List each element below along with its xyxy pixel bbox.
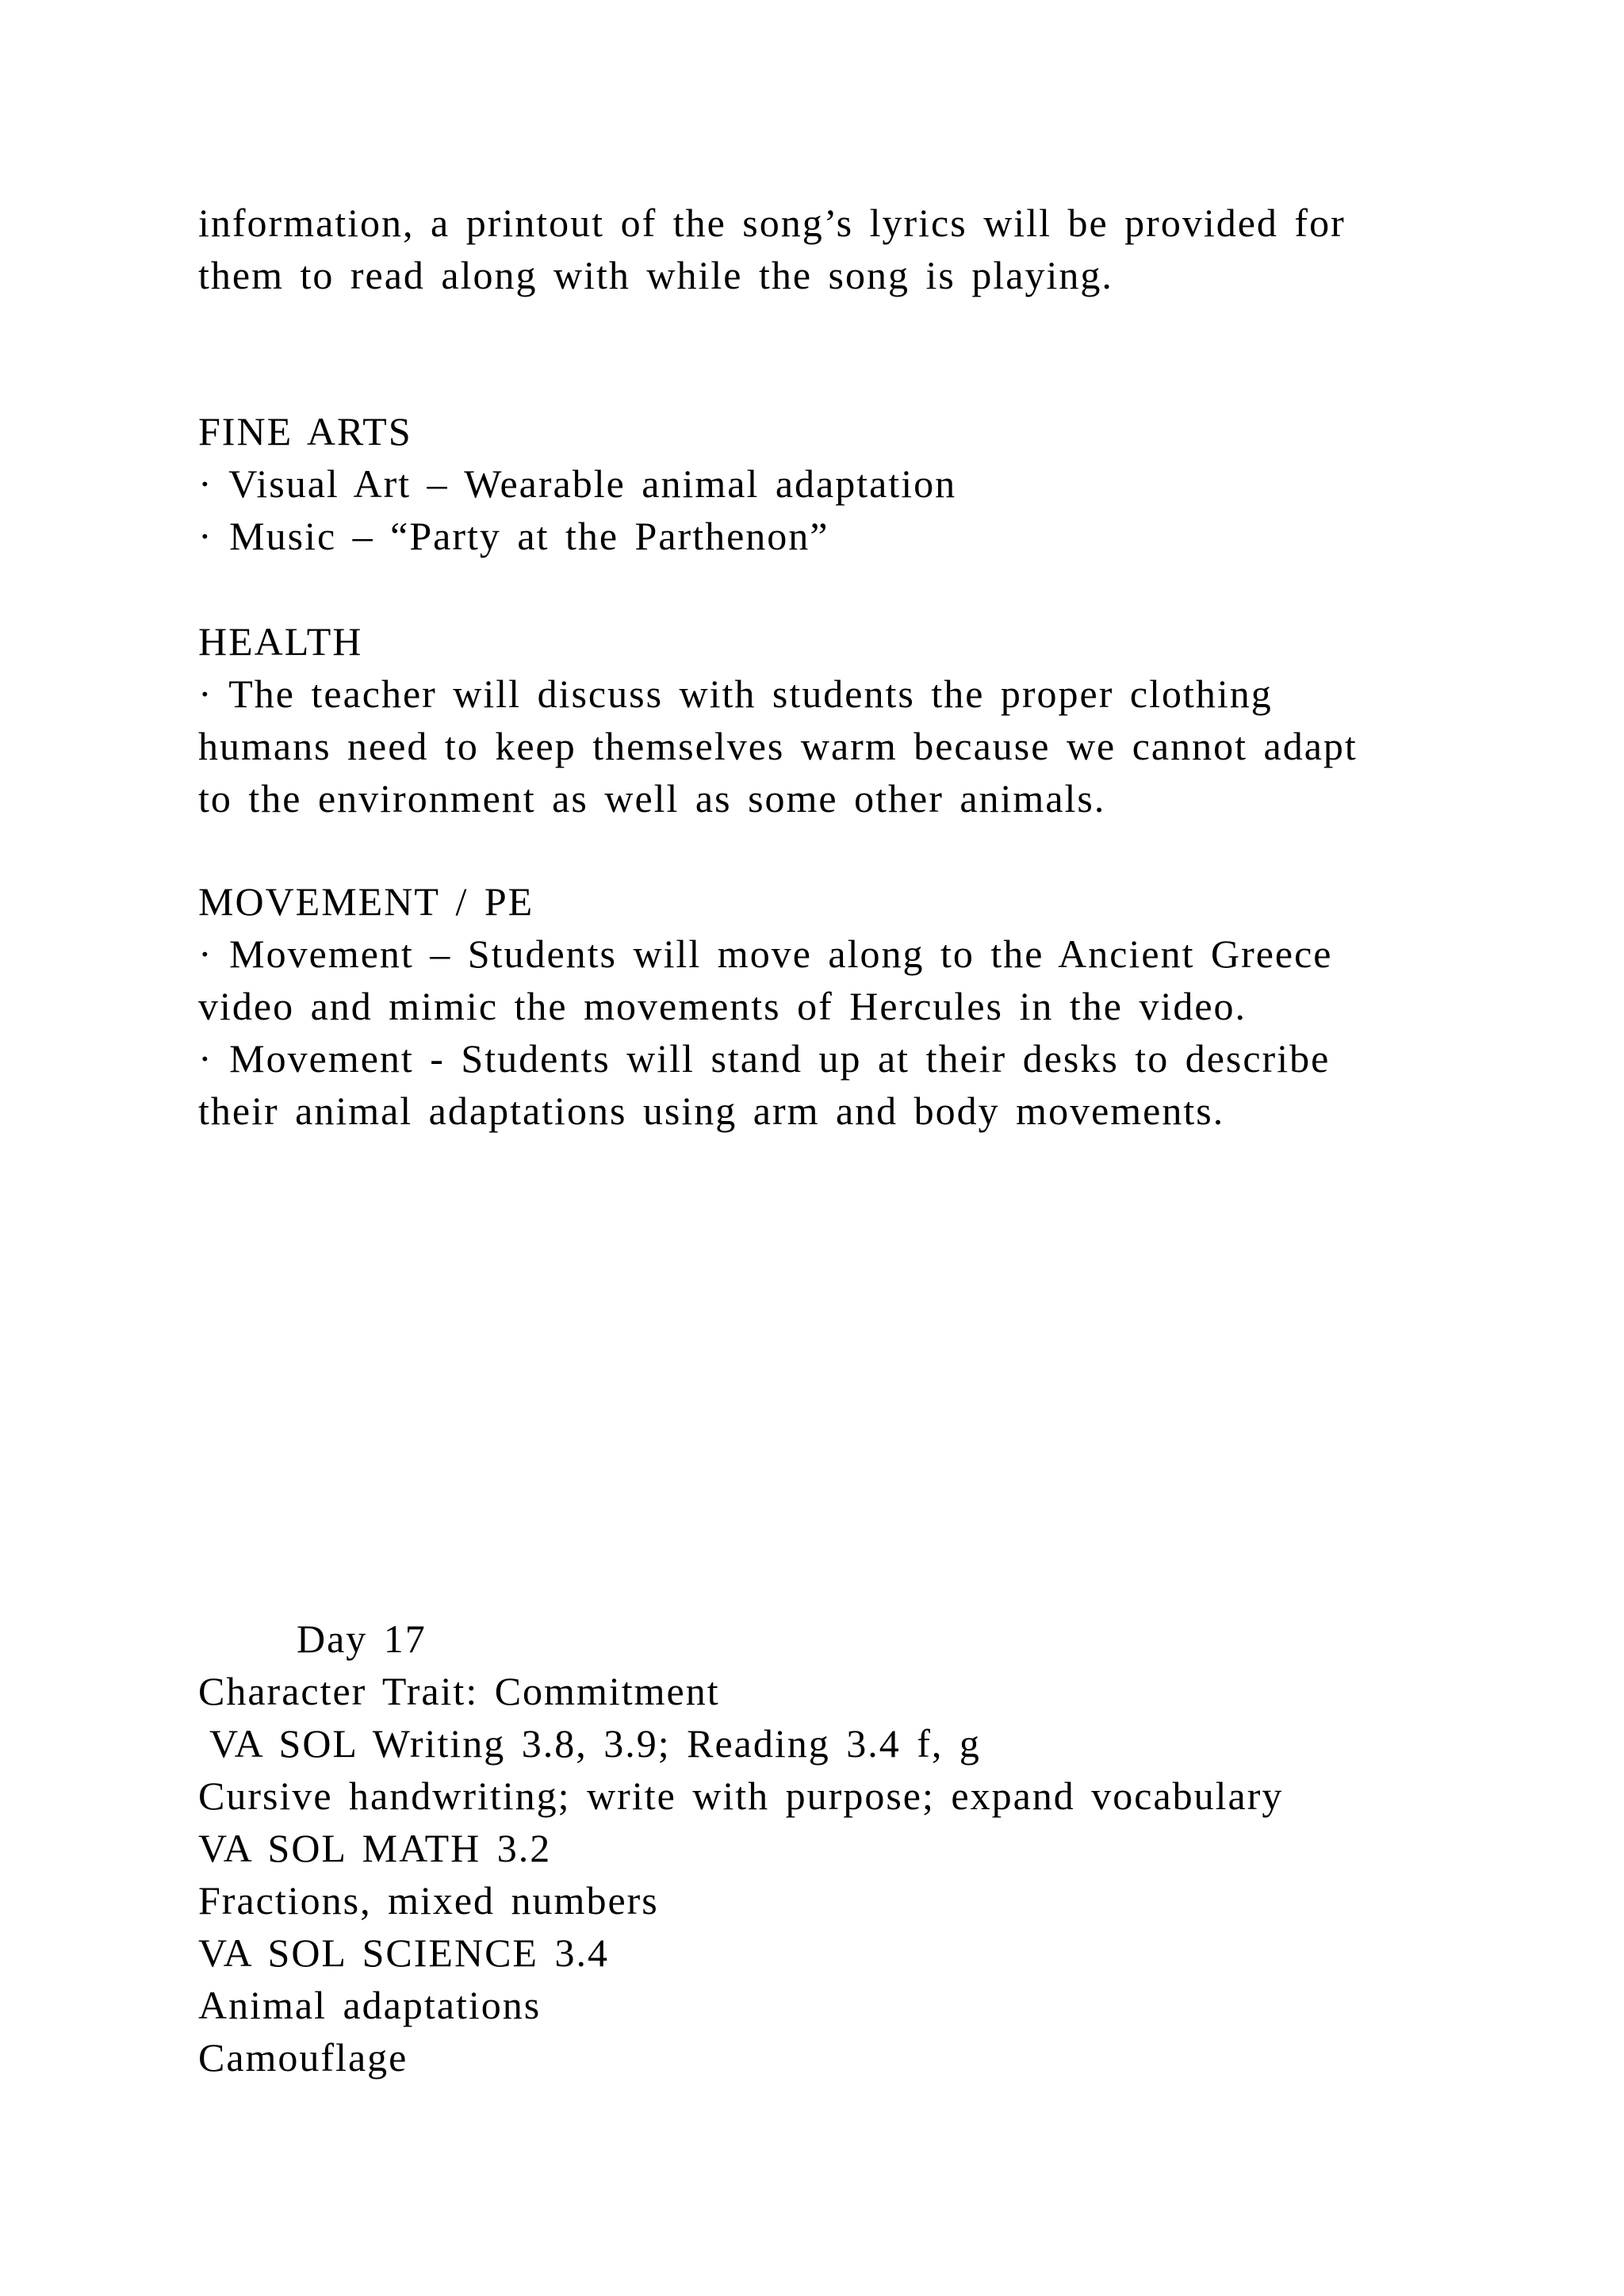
writing-sol: VA SOL Writing 3.8, 3.9; Reading 3.4 f, g <box>209 1721 981 1766</box>
intro-paragraph <box>198 197 1435 301</box>
health-line: · The teacher will discuss with students the proper clothing <box>198 672 1273 716</box>
movement-line: their animal adaptations using arm and body movements. <box>198 1089 1225 1133</box>
science-sol: VA SOL SCIENCE 3.4 <box>198 1931 609 1975</box>
fine-arts-item: · Visual Art – Wearable animal adaptation <box>198 461 957 506</box>
fine-arts-section <box>198 405 1435 562</box>
science-description-camouflage: Camouflage <box>198 2035 408 2080</box>
movement-heading: MOVEMENT / PE <box>198 879 534 924</box>
fine-arts-heading: FINE ARTS <box>198 409 412 453</box>
fine-arts-item: · Music – “Party at the Parthenon” <box>198 514 829 558</box>
movement-line: video and mimic the movements of Hercules in the video. <box>198 984 1247 1028</box>
health-line: humans need to keep themselves warm because we cannot adapt <box>198 724 1358 768</box>
intro-line: information, a printout of the song’s lyrics will be provided for <box>198 201 1346 245</box>
math-sol: VA SOL MATH 3.2 <box>198 1826 552 1870</box>
math-description: Fractions, mixed numbers <box>198 1878 659 1923</box>
movement-line: · Movement – Students will move along to the Ancient Greece <box>198 932 1333 976</box>
character-trait: Character Trait: Commitment <box>198 1669 720 1713</box>
science-description: Animal adaptations <box>198 1983 542 2027</box>
intro-line: them to read along with while the song is playing. <box>198 253 1113 297</box>
health-heading: HEALTH <box>198 619 363 664</box>
day-section <box>198 1613 1435 2084</box>
writing-description: Cursive handwriting; write with purpose; expand vocabulary <box>198 1774 1284 1818</box>
day-title: Day 17 <box>297 1617 427 1661</box>
health-section <box>198 615 1435 825</box>
movement-section <box>198 875 1435 1137</box>
movement-line: · Movement - Students will stand up at their desks to describe <box>198 1036 1331 1081</box>
health-line: to the environment as well as some other animals. <box>198 776 1106 821</box>
